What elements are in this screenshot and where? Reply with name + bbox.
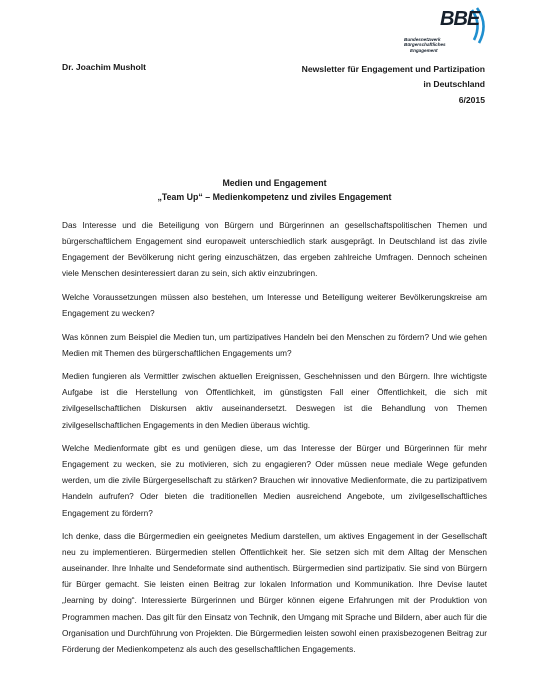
newsletter-country: in Deutschland: [423, 79, 485, 90]
logo-subtitle: [404, 37, 488, 53]
article-subtitle: „Team Up“ – Medienkompetenz und ziviles Engagement: [157, 192, 392, 202]
bbe-logo: [398, 6, 488, 58]
logo-subtitle-line: Bürgerschaftliches: [404, 42, 446, 48]
newsletter-title: Newsletter für Engagement und Partizipation: [301, 64, 485, 74]
logo-subtitle-line: Engagement: [410, 47, 438, 53]
paragraph: Medien fungieren als Vermittler zwischen aktuellen Ereignissen, Geschehnissen und den Bürgern. Ihre wichtigste Aufgabe ist die Herstellung von Öffentlichkeit, im günstigsten Fall einer Öffentlichkeit, die sich mit zivilgesellschaftlichen Diskursen aktiv auseinandersetzt. Deswegen ist die Behandlung von Themen zivilgesellschaftlichen Engagements in den Medien überaus wichtig.: [62, 372, 487, 430]
paragraph: Welche Voraussetzungen müssen also bestehen, um Interesse und Beteiligung weiterer Bevölkerungskreise am Engagement zu wecken?: [62, 292, 487, 318]
paragraph: Was können zum Beispiel die Medien tun, um partizipatives Handeln bei den Menschen zu fördern? Und wie gehen Medien mit Themen des bürgerschaftlichen Engagements um?: [62, 332, 487, 358]
paragraph: Ich denke, dass die Bürgermedien ein geeignetes Medium darstellen, um aktives Engagement in der Gesellschaft neu zu implementieren. Bürgermedien stellen Öffentlichkeit her. Sie setzen sich mit dem Alltag der Menschen auseinander. Ihre Inhalte und Sendeformate sind authentisch. Bürgermedien sind partizipativ. Sie sind von Bürgern für Bürger gemacht. Sie leisten einen Beitrag zur lokalen Information und Kommunikation. Ihre Devise lautet „learning by doing“. Interessierte Bürgerinnen und Bürger können eigene Erfahrungen mit der Produktion von Programmen machen. Das gilt für den Einsatz von Technik, den Umgang mit Sprache und Bildern, aber auch für die Organisation und Durchführung von Projekten. Die Bürgermedien leisten sowohl einen praxisbezogenen Beitrag zur Förderung der Medienkompetenz als auch des gesellschaftlichen Engagements.: [62, 532, 487, 654]
article-body: [62, 218, 487, 665]
logo-letters: BBE: [440, 8, 480, 30]
logo-subtitle-line: Bundesnetzwerk: [404, 37, 441, 42]
paragraph: Welche Medienformate gibt es und genügen diese, um das Interesse der Bürger und Bürgerinnen für mehr Engagement zu wecken, sie zu motivieren, sich zu engagieren? Oder müssen neue mediale Wege gefunden werden, um die zivile Bürgergesellschaft zu stärken? Brauchen wir innovative Medienformate, die zu partizipativem Handeln aufrufen? Oder bieten die traditionellen Medien ausreichend Angebote, um zivilgesellschaftliches Engagement zu fördern?: [62, 444, 487, 518]
newsletter-issue: 6/2015: [458, 94, 485, 105]
article-title: Medien und Engagement: [222, 178, 327, 188]
newsletter-info: [225, 62, 485, 108]
paragraph: Das Interesse und die Beteiligung von Bürgern und Bürgerinnen an gesellschaftspolitischen Themen und bürgerschaftlichem Engagement sind europaweit unterschiedlich stark ausgeprägt. In Deutschland ist das zivile Engagement der Bevölkerung nicht gering einzuschätzen, das ergeben zahlreiche Umfragen. Dennoch scheinen viele Menschen desinteressiert daran zu sein, sich aktiv einzubringen.: [62, 221, 487, 279]
author-name: Dr. Joachim Musholt: [62, 62, 147, 72]
article-heading: [62, 176, 487, 204]
